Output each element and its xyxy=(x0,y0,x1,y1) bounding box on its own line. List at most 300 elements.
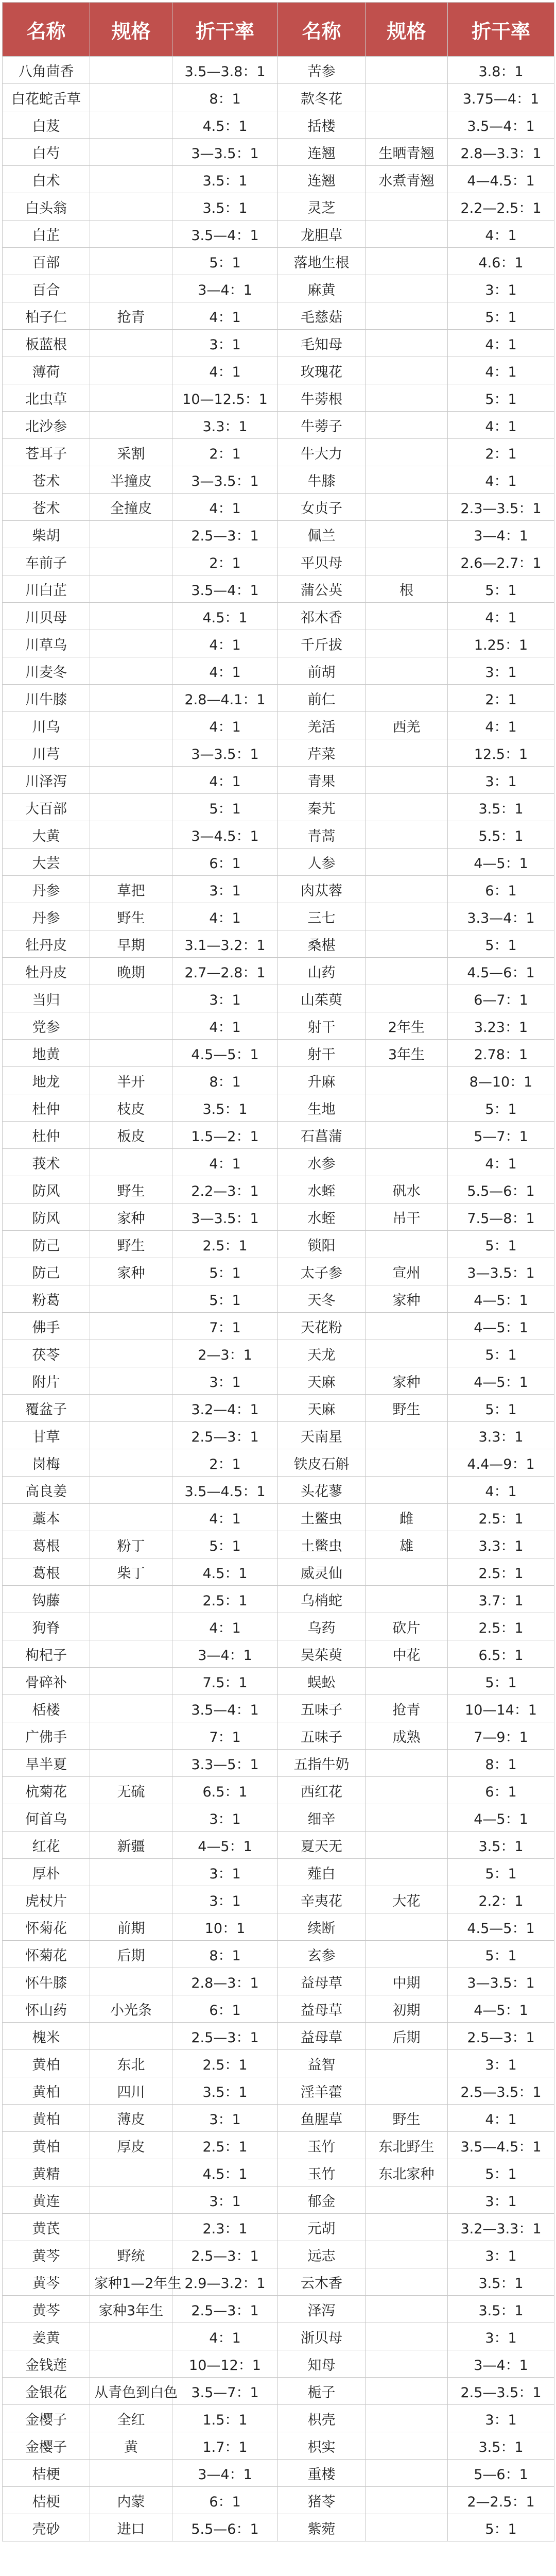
herb-spec xyxy=(90,1313,172,1340)
header-spec-right: 规格 xyxy=(366,3,448,57)
table-row xyxy=(3,1668,554,1695)
herb-name: 射干 xyxy=(278,1040,366,1067)
herb-spec xyxy=(366,1941,448,1968)
herb-name: 杜仲 xyxy=(3,1122,90,1149)
table-row xyxy=(3,630,554,657)
herb-spec xyxy=(90,1695,172,1722)
dry-ratio: 4.6：1 xyxy=(448,248,554,275)
table-row xyxy=(3,1422,554,1449)
dry-ratio: 8：1 xyxy=(172,84,278,111)
herb-spec xyxy=(90,1422,172,1449)
herb-name: 川麦冬 xyxy=(3,657,90,685)
herb-spec: 采割 xyxy=(90,439,172,466)
table-row xyxy=(3,2432,554,2460)
herb-spec xyxy=(90,1477,172,1504)
herb-spec xyxy=(366,57,448,84)
herb-name: 川芎 xyxy=(3,739,90,767)
table-row xyxy=(3,1968,554,1995)
herb-name: 栀子 xyxy=(278,2378,366,2405)
dry-ratio: 3—4：1 xyxy=(172,2460,278,2487)
dry-ratio: 4：1 xyxy=(172,2323,278,2350)
herb-spec xyxy=(366,1804,448,1832)
herb-spec xyxy=(366,1422,448,1449)
herb-name: 黄柏 xyxy=(3,2132,90,2159)
herb-name: 天花粉 xyxy=(278,1313,366,1340)
dry-ratio-table xyxy=(2,2,554,2541)
herb-name: 落地生根 xyxy=(278,248,366,275)
dry-ratio: 3：1 xyxy=(172,2105,278,2132)
herb-spec xyxy=(90,712,172,739)
herb-name: 天麻 xyxy=(278,1395,366,1422)
herb-name: 佛手 xyxy=(3,1313,90,1340)
table-row xyxy=(3,1231,554,1258)
herb-spec: 厚皮 xyxy=(90,2132,172,2159)
table-row xyxy=(3,1285,554,1313)
herb-name: 防己 xyxy=(3,1258,90,1285)
dry-ratio: 5：1 xyxy=(448,302,554,330)
herb-name: 北沙参 xyxy=(3,412,90,439)
herb-spec xyxy=(90,1340,172,1367)
herb-spec xyxy=(90,275,172,302)
herb-name: 厚朴 xyxy=(3,1859,90,1886)
herb-spec xyxy=(90,739,172,767)
herb-name: 怀山药 xyxy=(3,1995,90,2023)
dry-ratio: 4：1 xyxy=(448,357,554,384)
herb-spec xyxy=(90,685,172,712)
herb-spec: 从青色到白色 xyxy=(90,2378,172,2405)
table-row xyxy=(3,1176,554,1204)
herb-spec xyxy=(366,930,448,958)
dry-ratio: 3：1 xyxy=(172,2187,278,2214)
herb-spec xyxy=(366,330,448,357)
herb-name: 水蛭 xyxy=(278,1204,366,1231)
herb-name: 广佛手 xyxy=(3,1722,90,1750)
herb-spec xyxy=(366,739,448,767)
herb-name: 苍术 xyxy=(3,494,90,521)
table-row xyxy=(3,248,554,275)
herb-name: 粉葛 xyxy=(3,1285,90,1313)
herb-spec: 抢青 xyxy=(90,302,172,330)
herb-spec xyxy=(366,84,448,111)
herb-spec: 家种 xyxy=(90,1204,172,1231)
herb-name: 佩兰 xyxy=(278,521,366,548)
table-row xyxy=(3,1886,554,1913)
herb-name: 黄芪 xyxy=(3,2214,90,2241)
herb-name: 杜仲 xyxy=(3,1094,90,1122)
herb-name: 龙胆草 xyxy=(278,221,366,248)
herb-name: 川贝母 xyxy=(3,603,90,630)
table-row xyxy=(3,166,554,193)
table-row xyxy=(3,1750,554,1777)
herb-name: 款冬花 xyxy=(278,84,366,111)
dry-ratio: 3.75—4：1 xyxy=(448,84,554,111)
herb-name: 壳砂 xyxy=(3,2514,90,2541)
herb-name: 金樱子 xyxy=(3,2432,90,2460)
herb-name: 川牛膝 xyxy=(3,685,90,712)
herb-spec xyxy=(366,903,448,930)
herb-name: 高良姜 xyxy=(3,1477,90,1504)
herb-name: 虎杖片 xyxy=(3,1886,90,1913)
table-row xyxy=(3,1859,554,1886)
dry-ratio: 4—5：1 xyxy=(448,1804,554,1832)
herb-spec xyxy=(90,1722,172,1750)
dry-ratio: 3：1 xyxy=(448,275,554,302)
herb-name: 苍术 xyxy=(3,466,90,494)
herb-name: 羌活 xyxy=(278,712,366,739)
herb-name: 土鳖虫 xyxy=(278,1504,366,1531)
dry-ratio: 3—3.5：1 xyxy=(448,1258,554,1285)
table-row xyxy=(3,2378,554,2405)
dry-ratio: 2：1 xyxy=(172,1449,278,1477)
herb-spec: 2年生 xyxy=(366,1012,448,1040)
herb-name: 钩藤 xyxy=(3,1586,90,1613)
herb-spec xyxy=(90,2187,172,2214)
dry-ratio: 5.5—6：1 xyxy=(448,1176,554,1204)
dry-ratio: 1.5—2：1 xyxy=(172,1122,278,1149)
herb-spec xyxy=(366,193,448,221)
table-row xyxy=(3,575,554,603)
herb-spec xyxy=(366,1859,448,1886)
herb-spec: 粉丁 xyxy=(90,1531,172,1558)
herb-name: 柏子仁 xyxy=(3,302,90,330)
herb-spec: 早期 xyxy=(90,930,172,958)
dry-ratio: 3：1 xyxy=(448,657,554,685)
herb-name: 枳壳 xyxy=(278,2405,366,2432)
dry-ratio: 3：1 xyxy=(448,2323,554,2350)
herb-name: 何首乌 xyxy=(3,1804,90,1832)
table-row xyxy=(3,1477,554,1504)
dry-ratio: 5：1 xyxy=(448,2159,554,2187)
dry-ratio: 6.5：1 xyxy=(172,1777,278,1804)
dry-ratio: 6：1 xyxy=(448,1777,554,1804)
dry-ratio: 4：1 xyxy=(172,1613,278,1640)
herb-spec xyxy=(90,2323,172,2350)
herb-spec xyxy=(366,1777,448,1804)
herb-spec xyxy=(366,357,448,384)
dry-ratio: 4：1 xyxy=(448,1149,554,1176)
herb-name: 枳实 xyxy=(278,2432,366,2460)
table-row xyxy=(3,930,554,958)
table-row xyxy=(3,1913,554,1941)
herb-spec xyxy=(366,1067,448,1094)
table-row xyxy=(3,2487,554,2514)
dry-ratio: 4：1 xyxy=(172,657,278,685)
table-row xyxy=(3,1395,554,1422)
dry-ratio: 2.5：1 xyxy=(172,2050,278,2077)
herb-spec: 草把 xyxy=(90,876,172,903)
herb-spec: 野生 xyxy=(90,903,172,930)
herb-name: 玫瑰花 xyxy=(278,357,366,384)
dry-ratio: 3：1 xyxy=(448,2187,554,2214)
table-row xyxy=(3,111,554,139)
herb-spec: 根 xyxy=(366,575,448,603)
dry-ratio: 2.5：1 xyxy=(448,1558,554,1586)
herb-name: 括楼 xyxy=(278,111,366,139)
dry-ratio: 8：1 xyxy=(448,1750,554,1777)
dry-ratio: 3.3：1 xyxy=(448,1422,554,1449)
herb-name: 铁皮石斛 xyxy=(278,1449,366,1477)
table-row xyxy=(3,1640,554,1668)
herb-name: 重楼 xyxy=(278,2460,366,2487)
dry-ratio: 3：1 xyxy=(172,330,278,357)
herb-name: 山药 xyxy=(278,958,366,985)
herb-spec xyxy=(366,603,448,630)
dry-ratio: 4—5：1 xyxy=(172,1832,278,1859)
dry-ratio: 3.23：1 xyxy=(448,1012,554,1040)
herb-name: 平贝母 xyxy=(278,548,366,575)
herb-name: 怀菊花 xyxy=(3,1941,90,1968)
dry-ratio: 3.1—3.2：1 xyxy=(172,930,278,958)
herb-spec xyxy=(366,1750,448,1777)
herb-name: 浙贝母 xyxy=(278,2323,366,2350)
dry-ratio: 5：1 xyxy=(448,1340,554,1367)
herb-spec xyxy=(90,821,172,849)
dry-ratio: 4：1 xyxy=(172,494,278,521)
herb-name: 车前子 xyxy=(3,548,90,575)
herb-spec xyxy=(90,384,172,412)
dry-ratio: 3.5—4.5：1 xyxy=(448,2132,554,2159)
herb-name: 远志 xyxy=(278,2241,366,2268)
dry-ratio: 4：1 xyxy=(448,412,554,439)
herb-name: 水蛭 xyxy=(278,1176,366,1204)
herb-name: 青果 xyxy=(278,767,366,794)
dry-ratio: 3.5—4：1 xyxy=(172,221,278,248)
dry-ratio: 4.4—9：1 xyxy=(448,1449,554,1477)
herb-spec xyxy=(90,2214,172,2241)
table-row xyxy=(3,1067,554,1094)
header-ratio-right: 折干率 xyxy=(448,3,554,57)
herb-spec xyxy=(90,2460,172,2487)
table-row xyxy=(3,849,554,876)
herb-name: 百部 xyxy=(3,248,90,275)
herb-spec: 中期 xyxy=(366,1968,448,1995)
herb-spec xyxy=(366,494,448,521)
table-row xyxy=(3,2214,554,2241)
herb-name: 天冬 xyxy=(278,1285,366,1313)
herb-name: 毛慈菇 xyxy=(278,302,366,330)
dry-ratio: 2.8—4.1：1 xyxy=(172,685,278,712)
herb-spec: 雌 xyxy=(366,1504,448,1531)
herb-name: 牛大力 xyxy=(278,439,366,466)
herb-spec: 砍片 xyxy=(366,1613,448,1640)
herb-spec xyxy=(366,794,448,821)
dry-ratio: 4—5：1 xyxy=(448,1285,554,1313)
herb-spec: 家种 xyxy=(90,1258,172,1285)
dry-ratio: 4.5—5：1 xyxy=(172,1040,278,1067)
table-row xyxy=(3,739,554,767)
header-spec-left: 规格 xyxy=(90,3,172,57)
dry-ratio: 5：1 xyxy=(172,1285,278,1313)
table-row xyxy=(3,685,554,712)
herb-spec xyxy=(90,412,172,439)
herb-name: 女贞子 xyxy=(278,494,366,521)
dry-ratio: 4.5：1 xyxy=(172,603,278,630)
herb-name: 柴胡 xyxy=(3,521,90,548)
herb-name: 麻黄 xyxy=(278,275,366,302)
dry-ratio: 3：1 xyxy=(448,2241,554,2268)
herb-spec xyxy=(90,521,172,548)
dry-ratio: 3：1 xyxy=(448,2050,554,2077)
dry-ratio: 10—14：1 xyxy=(448,1695,554,1722)
herb-name: 威灵仙 xyxy=(278,1558,366,1586)
herb-spec: 家种 xyxy=(366,1367,448,1395)
herb-name: 北虫草 xyxy=(3,384,90,412)
herb-spec xyxy=(90,57,172,84)
herb-name: 秦艽 xyxy=(278,794,366,821)
dry-ratio: 4：1 xyxy=(172,302,278,330)
herb-spec xyxy=(366,685,448,712)
dry-ratio: 2.5—3：1 xyxy=(172,2296,278,2323)
dry-ratio: 4：1 xyxy=(172,1504,278,1531)
herb-name: 百合 xyxy=(3,275,90,302)
herb-name: 杭菊花 xyxy=(3,1777,90,1804)
dry-ratio: 2.2：1 xyxy=(448,1886,554,1913)
table-row xyxy=(3,139,554,166)
herb-name: 葛根 xyxy=(3,1531,90,1558)
dry-ratio: 10：1 xyxy=(172,1913,278,1941)
table-row xyxy=(3,1504,554,1531)
table-row xyxy=(3,1804,554,1832)
herb-spec xyxy=(366,630,448,657)
table-row xyxy=(3,302,554,330)
herb-name: 怀菊花 xyxy=(3,1913,90,1941)
dry-ratio: 3：1 xyxy=(172,876,278,903)
dry-ratio: 3.5：1 xyxy=(172,2077,278,2105)
herb-spec: 抢青 xyxy=(366,1695,448,1722)
dry-ratio: 2.5—3：1 xyxy=(448,2023,554,2050)
herb-spec: 宣州 xyxy=(366,1258,448,1285)
dry-ratio: 2.5：1 xyxy=(172,2132,278,2159)
table-row xyxy=(3,2296,554,2323)
herb-spec xyxy=(366,1832,448,1859)
herb-name: 益智 xyxy=(278,2050,366,2077)
herb-spec: 雄 xyxy=(366,1531,448,1558)
herb-spec xyxy=(366,2268,448,2296)
dry-ratio: 6：1 xyxy=(172,1995,278,2023)
table-row xyxy=(3,2241,554,2268)
table-row xyxy=(3,384,554,412)
table-row xyxy=(3,1777,554,1804)
dry-ratio: 6：1 xyxy=(448,876,554,903)
table-row xyxy=(3,603,554,630)
table-row xyxy=(3,2105,554,2132)
herb-name: 白芷 xyxy=(3,221,90,248)
dry-ratio: 4—5：1 xyxy=(448,1995,554,2023)
herb-spec xyxy=(366,439,448,466)
herb-spec: 后期 xyxy=(90,1941,172,1968)
herb-name: 天南星 xyxy=(278,1422,366,1449)
dry-ratio: 3：1 xyxy=(172,1367,278,1395)
dry-ratio: 3：1 xyxy=(172,985,278,1012)
herb-spec xyxy=(90,248,172,275)
herb-name: 黄芩 xyxy=(3,2241,90,2268)
dry-ratio: 3.5：1 xyxy=(448,2268,554,2296)
herb-spec xyxy=(366,412,448,439)
herb-name: 怀牛膝 xyxy=(3,1968,90,1995)
table-row xyxy=(3,1558,554,1586)
dry-ratio: 8：1 xyxy=(172,1941,278,1968)
herb-spec xyxy=(90,1750,172,1777)
dry-ratio: 7—9：1 xyxy=(448,1722,554,1750)
dry-ratio: 4.5：1 xyxy=(172,2159,278,2187)
herb-spec: 3年生 xyxy=(366,1040,448,1067)
herb-spec: 矾水 xyxy=(366,1176,448,1204)
herb-spec xyxy=(90,849,172,876)
dry-ratio: 5：1 xyxy=(172,794,278,821)
dry-ratio: 8：1 xyxy=(172,1067,278,1094)
table-row xyxy=(3,1149,554,1176)
herb-spec: 后期 xyxy=(366,2023,448,2050)
herb-spec: 野生 xyxy=(90,1231,172,1258)
dry-ratio: 5：1 xyxy=(448,930,554,958)
table-row xyxy=(3,1613,554,1640)
herb-spec: 野生 xyxy=(366,2105,448,2132)
dry-ratio: 4：1 xyxy=(448,466,554,494)
table-row xyxy=(3,2050,554,2077)
herb-name: 当归 xyxy=(3,985,90,1012)
herb-spec xyxy=(90,2023,172,2050)
herb-name: 鱼腥草 xyxy=(278,2105,366,2132)
herb-spec xyxy=(90,111,172,139)
herb-name: 金樱子 xyxy=(3,2405,90,2432)
herb-spec xyxy=(366,1558,448,1586)
table-row xyxy=(3,2350,554,2378)
dry-ratio: 4：1 xyxy=(448,221,554,248)
herb-name: 郁金 xyxy=(278,2187,366,2214)
dry-ratio: 7.5：1 xyxy=(172,1668,278,1695)
herb-name: 八角茴香 xyxy=(3,57,90,84)
herb-spec xyxy=(366,657,448,685)
herb-spec xyxy=(90,84,172,111)
dry-ratio: 2.9—3.2：1 xyxy=(172,2268,278,2296)
herb-spec xyxy=(90,2350,172,2378)
herb-spec xyxy=(90,221,172,248)
herb-name: 金银花 xyxy=(3,2378,90,2405)
herb-name: 薄荷 xyxy=(3,357,90,384)
herb-spec xyxy=(90,794,172,821)
herb-name: 黄芩 xyxy=(3,2268,90,2296)
table-row xyxy=(3,1531,554,1558)
dry-ratio: 2.8—3.3：1 xyxy=(448,139,554,166)
herb-name: 川乌 xyxy=(3,712,90,739)
table-row xyxy=(3,985,554,1012)
dry-ratio: 5：1 xyxy=(448,2514,554,2541)
header-name-left: 名称 xyxy=(3,3,90,57)
table-row xyxy=(3,1941,554,1968)
dry-ratio: 6—7：1 xyxy=(448,985,554,1012)
dry-ratio: 4.5：1 xyxy=(172,1558,278,1586)
table-row xyxy=(3,712,554,739)
herb-spec xyxy=(366,1586,448,1613)
herb-spec xyxy=(366,1122,448,1149)
dry-ratio: 5—6：1 xyxy=(448,2460,554,2487)
herb-spec xyxy=(90,1859,172,1886)
herb-name: 元胡 xyxy=(278,2214,366,2241)
herb-spec: 吊干 xyxy=(366,1204,448,1231)
table-row xyxy=(3,2460,554,2487)
herb-spec xyxy=(366,2323,448,2350)
herb-name: 牡丹皮 xyxy=(3,958,90,985)
herb-name: 续断 xyxy=(278,1913,366,1941)
herb-name: 防风 xyxy=(3,1204,90,1231)
dry-ratio: 3.5：1 xyxy=(172,166,278,193)
dry-ratio: 2.3：1 xyxy=(172,2214,278,2241)
herb-name: 地龙 xyxy=(3,1067,90,1094)
dry-ratio: 3.5：1 xyxy=(448,2296,554,2323)
herb-name: 黄柏 xyxy=(3,2105,90,2132)
herb-name: 藁本 xyxy=(3,1504,90,1531)
table-row xyxy=(3,876,554,903)
